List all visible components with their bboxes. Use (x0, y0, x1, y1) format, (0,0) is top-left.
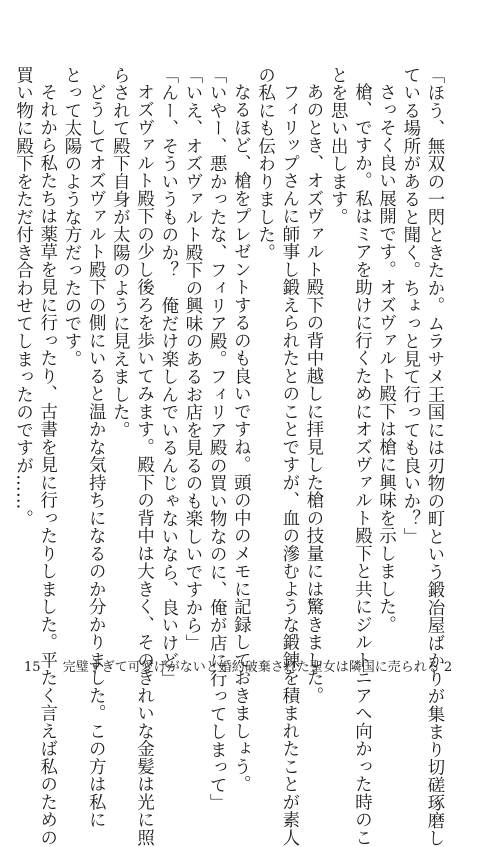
text-line: らされて殿下自身が太陽のように見えました。 (109, 66, 130, 439)
text-line: なるほど、槍をプレゼントするのも良いですね。頭の中のメモに記録しておきましょう。 (230, 83, 251, 794)
text-line: 槍、ですか。私はミアを助けに行くためにオズヴァルト殿下と共にジルトニアへ向かった時のこ (351, 83, 372, 847)
text-line: とを思い出します。 (327, 66, 348, 226)
text-line: どうしてオズヴァルト殿下の側にいると温かな気持ちになるのか分かりました。この方は私に (85, 83, 106, 829)
text-line: 「いやー、悪かったな、フィリア殿。フィリア殿の買い物なのに、俺が店に行ってしまって」 (206, 66, 227, 812)
text-line: 買い物に殿下をただ付き合わせてしまったのですが……。 (12, 66, 33, 528)
text-line: ている場所があると聞く。ちょっと見て行っても良いか？」 (399, 66, 420, 546)
text-line: 「ほう、無双の一閃ときたか。ムラサメ王国には刃物の町という鍛冶屋ばかりが集まり切磋琢磨し (424, 66, 444, 847)
text-line: フィリップさんに師事し鍛えられたとのことですが、血の滲むような鍛錬を積まれたことが素人 (278, 83, 299, 847)
running-title: 完璧すぎて可愛げがないと婚約破棄された聖女は隣国に売られる 2 (62, 660, 453, 675)
text-line: 「んー、そういうものか？ 俺だけ楽しんでいるんじゃないなら、良いけど」 (157, 66, 178, 688)
text-line: とって太陽のような方だったのです。 (60, 66, 81, 368)
text-line: の私にも伝わりました。 (254, 66, 275, 262)
text-line: 「いえ、オズヴァルト殿下の興味のあるお店を見るのも楽しいですから」 (181, 66, 202, 652)
text-line: オズヴァルト殿下の少し後ろを歩いてみます。殿下の背中は大きく、そのきれいな金髪は光に照 (133, 83, 154, 847)
page-number: 15 (24, 660, 41, 675)
text-line: あのとき、オズヴァルト殿下の背中越しに拝見した槍の技量には驚きました。 (302, 83, 323, 705)
text-line: それから私たちは薬草を見に行ったり、古書を見に行ったりしました。平たく言えば私のための (36, 83, 57, 847)
page-footer (24, 660, 452, 676)
text-line: さっそく良い展開です。オズヴァルト殿下は槍に興味を示しました。 (375, 83, 396, 634)
